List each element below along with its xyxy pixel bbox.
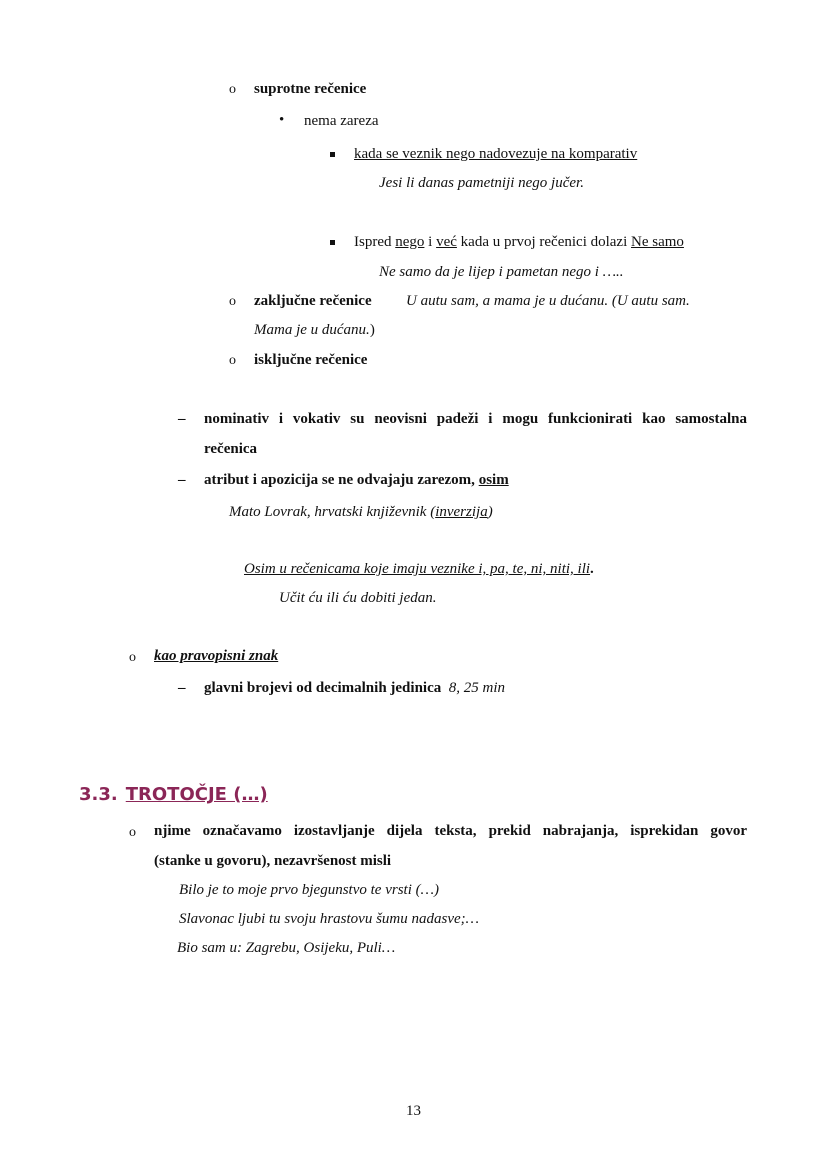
zakljucne-line1: zaključne rečenice U autu sam, a mama je u dućanu. (U autu sam.: [254, 293, 690, 309]
section-heading: [79, 783, 268, 807]
atribut-example: Mato Lovrak, hrvatski književnik (inverzija): [229, 504, 493, 520]
ispred-rule: Ispred nego i već kada u prvoj rečenici dolazi Ne samo: [354, 234, 684, 250]
dash-bullet-icon: –: [178, 472, 186, 488]
atribut-rule: atribut i apozicija se ne odvajaju zarezom, osim: [204, 472, 509, 488]
nominativ-line1: nominativ i vokativ su neovisni padeži i mogu funkcionirati kao samostalna: [204, 411, 747, 427]
dash-bullet-icon: –: [178, 411, 186, 427]
example-line: Bilo je to moje prvo bjegunstvo te vrsti (…): [179, 882, 439, 898]
pravopisni-label: kao pravopisni znak: [154, 648, 279, 664]
circle-bullet-icon: o: [229, 353, 236, 368]
suprotne-label: suprotne rečenice: [254, 81, 367, 97]
example-line: Slavonac ljubi tu svoju hrastovu šumu nadasve;…: [179, 911, 479, 927]
nema-zareza-text: nema zareza: [304, 113, 379, 129]
section-desc-line1: njime označavamo izostavljanje dijela teksta, prekid nabrajanja, isprekidan govor: [154, 823, 747, 839]
circle-bullet-icon: o: [229, 294, 236, 309]
section-title: TROTOČJE (…): [125, 784, 268, 805]
iskljucne-label: isključne rečenice: [254, 352, 368, 368]
komparativ-rule: kada se veznik nego nadovezuje na komparativ: [354, 146, 638, 162]
dash-bullet-icon: –: [178, 680, 186, 696]
zakljucne-line2: Mama je u dućanu.): [254, 322, 375, 338]
nominativ-line2: rečenica: [204, 441, 258, 457]
square-bullet-icon: [330, 143, 335, 163]
osim-rule: Osim u rečenicama koje imaju veznike i, pa, te, ni, niti, ili.: [244, 561, 594, 577]
dot-bullet-icon: •: [279, 112, 285, 128]
ne-samo-example: Ne samo da je lijep i pametan nego i …..: [379, 264, 624, 280]
circle-bullet-icon: o: [129, 650, 136, 665]
square-bullet-icon: [330, 231, 335, 251]
section-number: 3.3.: [79, 784, 118, 805]
circle-bullet-icon: o: [229, 82, 236, 97]
osim-example: Učit ću ili ću dobiti jedan.: [279, 590, 437, 606]
section-desc-line2: (stanke u govoru), nezavršenost misli: [154, 853, 392, 869]
komparativ-example: Jesi li danas pametniji nego jučer.: [379, 175, 584, 191]
glavni-rule: glavni brojevi od decimalnih jedinica 8, 25 min: [204, 680, 505, 696]
page-number: 13: [406, 1103, 421, 1119]
circle-bullet-icon: o: [129, 825, 136, 840]
example-line: Bio sam u: Zagrebu, Osijeku, Puli…: [177, 940, 396, 956]
